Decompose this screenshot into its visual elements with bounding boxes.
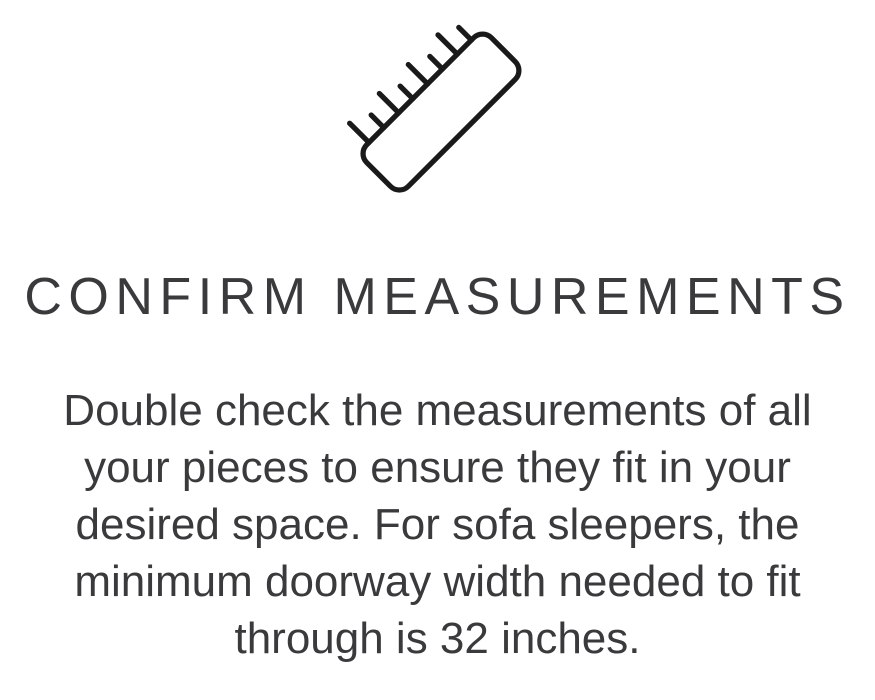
- ruler-icon-wrapper: [333, 2, 543, 212]
- ruler-tick-long: [349, 123, 368, 142]
- section-title: CONFIRM MEASUREMENTS: [24, 268, 851, 326]
- description-line: Double check the measurements of all: [63, 386, 812, 435]
- ruler-icon-shape: [338, 10, 524, 196]
- ruler-tick-short: [458, 27, 471, 40]
- description-line: desired space. For sofa sleepers, the: [75, 500, 800, 549]
- ruler-tick-long: [438, 35, 457, 54]
- ruler-tick-short: [371, 115, 384, 128]
- ruler-tick-long: [408, 65, 427, 84]
- description-paragraph: [63, 382, 811, 667]
- ruler-icon: [333, 2, 543, 212]
- ruler-tick-long: [379, 94, 398, 113]
- description-line: through is 32 inches.: [234, 614, 641, 663]
- description-line: your pieces to ensure they fit in your: [84, 443, 791, 492]
- ruler-tick-short: [429, 56, 442, 69]
- ruler-tick-short: [400, 86, 413, 99]
- description-line: minimum doorway width needed to fit: [74, 557, 801, 606]
- ruler-body: [357, 29, 523, 195]
